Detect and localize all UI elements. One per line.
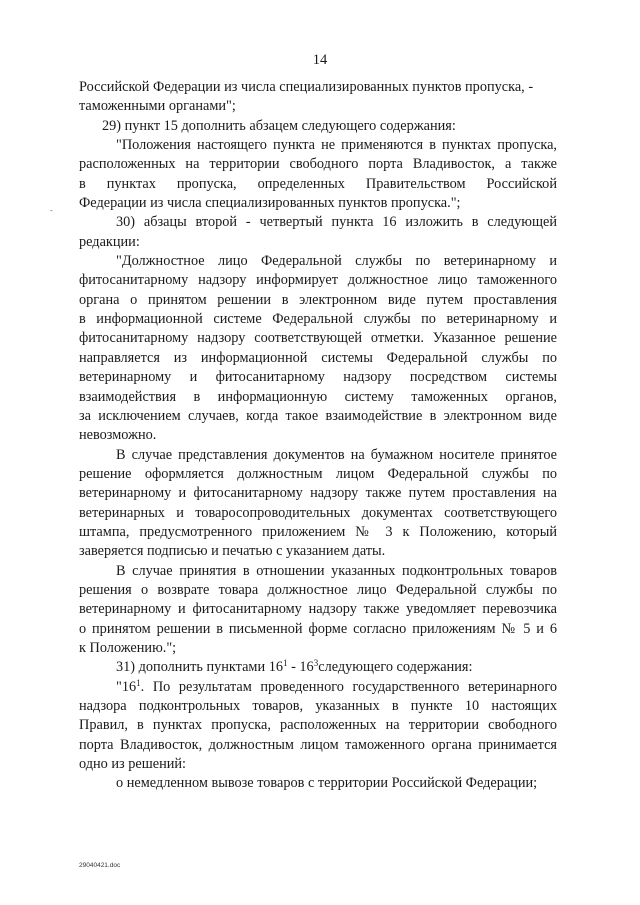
text-line: В случае принятия в отношении указанных подконтрольных товаров — [116, 562, 557, 579]
text-line: Правил, в пунктах пропуска, расположенных на территории свободного — [79, 717, 557, 734]
text-line: 30) абзацы второй - четвертый пункта 16 изложить в следующей — [116, 214, 557, 231]
text-line: за исключением случаев, когда такое взаимодействие в электронном виде — [79, 407, 557, 424]
text-line: надзора подконтрольных товаров, указанных в пункте 10 настоящих — [79, 698, 557, 714]
text-line: ветеринарному и фитосанитарному надзору также путем проставления на — [79, 485, 557, 502]
text-line: о немедленном вывозе товаров с территории Российской Федерации; — [116, 775, 538, 792]
text-line: невозможно. — [79, 427, 157, 444]
text-line: фитосанитарному надзору информирует должностное лицо таможенного — [79, 272, 557, 289]
text-line: порта Владивосток, должностным лицом таможенного органа принимается — [79, 736, 557, 753]
text-line: направляется из информационной системы Федеральной службы по — [79, 349, 557, 366]
text-line: таможенными органами"; — [79, 98, 236, 115]
text-line: "$16^1$. По результатам проведенного государственного ветеринарного — [116, 677, 557, 695]
text-line: 29) пункт 15 дополнить абзацем следующего содержания: — [102, 117, 456, 134]
text-line: ветеринарному и фитосанитарному надзору также уведомляет перевозчика — [79, 601, 557, 618]
text-line: "Должностное лицо Федеральной службы по ветеринарному и — [116, 253, 557, 270]
text-line: решение оформляется должностным лицом Федеральной службы по — [79, 465, 557, 482]
text-line: В случае представления документов на бумажном носителе принятое — [116, 446, 557, 463]
text-line: к Положению."; — [79, 639, 177, 656]
text-line: заверяется подписью и печатью с указанием даты. — [79, 543, 386, 560]
text-line: взаимодействия в информационную систему таможенных органов, — [79, 388, 557, 405]
text-line: о принятом решении в письменной форме согласно приложениям № 5 и 6 — [79, 620, 557, 637]
text-line: в пунктах пропуска, определенных Правительством Российской — [79, 175, 557, 192]
text-line: одно из решений: — [79, 756, 187, 773]
margin-mark: - — [50, 206, 53, 215]
text-line: фитосанитарному надзору соответствующей отметки. Указанное решение — [79, 330, 557, 347]
text-line: Федерации из числа специализированных пунктов пропуска."; — [79, 195, 461, 212]
text-line: в информационной системе Федеральной службы по ветеринарному и — [79, 311, 557, 328]
text-line: ветеринарных и товаросопроводительных документах соответствующего — [79, 504, 557, 521]
text-line: 31) дополнить пунктами $16^1$ - $16^3следующего$ содержания: — [116, 658, 473, 676]
footer-filename: 29040421.doc — [79, 862, 121, 869]
text-line: редакции: — [79, 233, 140, 250]
text-line: Российской Федерации из числа специализированных пунктов пропуска, - — [79, 79, 534, 95]
text-line: решения о возврате товара должностное лицо Федеральной службы по — [79, 581, 557, 598]
text-line: органа о принятом решении в электронном виде путем проставления — [79, 291, 557, 308]
text-line: "Положения настоящего пункта не применяются в пунктах пропуска, — [116, 137, 557, 154]
page-number: 14 — [312, 52, 328, 68]
document-body — [79, 78, 557, 794]
text-line: ветеринарному и фитосанитарному надзору посредством системы — [79, 369, 557, 386]
text-line: расположенных на территории свободного порта Владивосток, а также — [79, 156, 557, 173]
text-line: штампа, предусмотренного приложением № 3 к Положению, который — [79, 523, 557, 540]
